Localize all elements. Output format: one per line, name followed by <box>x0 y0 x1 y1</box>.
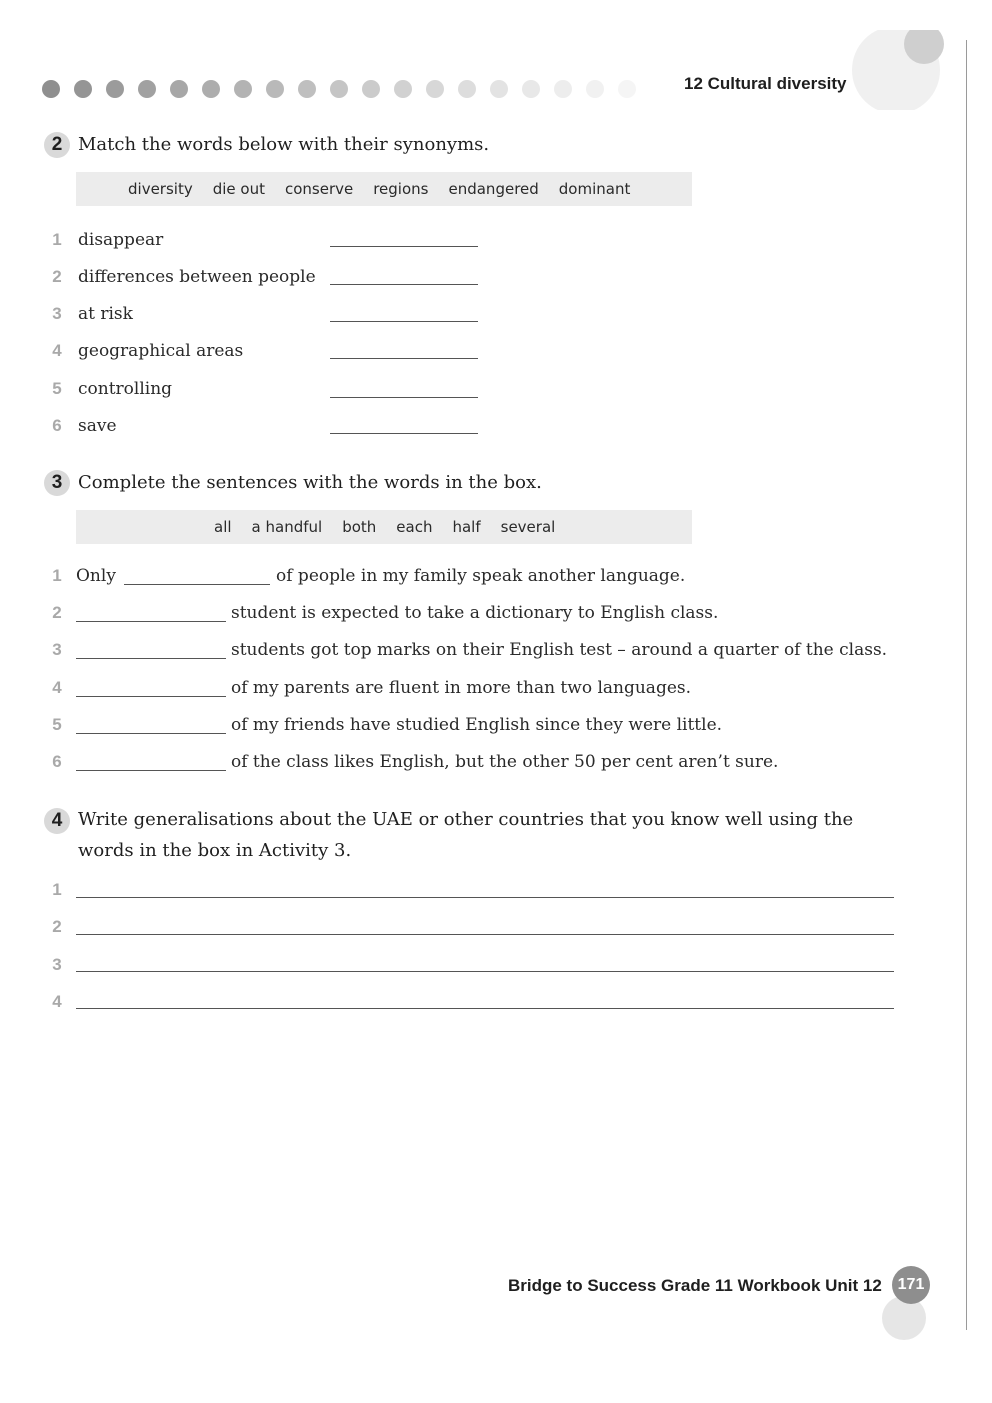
answer-blank[interactable] <box>330 358 478 359</box>
item-number: 1 <box>52 566 62 585</box>
answer-blank[interactable] <box>76 621 226 622</box>
sentence-text: of my friends have studied English since they were little. <box>231 715 723 735</box>
word-box-item: both <box>342 518 377 536</box>
decorative-dot <box>234 80 252 98</box>
item-number: 3 <box>52 955 62 974</box>
answer-blank[interactable] <box>330 284 478 285</box>
sentence-text: of the class likes English, but the other 50 per cent aren’t sure. <box>231 752 779 772</box>
item-word: geographical areas <box>78 341 244 361</box>
decorative-dot <box>554 80 572 98</box>
word-box-item: endangered <box>448 180 539 198</box>
item-word: at risk <box>78 304 133 324</box>
exercise-4-instructions <box>78 804 853 866</box>
sentence-text: of my parents are fluent in more than two languages. <box>231 678 692 698</box>
word-box-item: regions <box>373 180 429 198</box>
item-word: disappear <box>78 230 164 250</box>
answer-line[interactable] <box>76 971 894 972</box>
decorative-dot <box>522 80 540 98</box>
decorative-dot <box>74 80 92 98</box>
word-box-item: several <box>500 518 556 536</box>
item-number: 6 <box>52 416 62 435</box>
item-number: 1 <box>52 230 62 249</box>
item-number: 2 <box>52 267 62 286</box>
instructions-line-1: Write generalisations about the UAE or other countries that you know well using the <box>78 809 854 830</box>
word-box-item: die out <box>212 180 265 198</box>
item-number: 5 <box>52 379 62 398</box>
page-margin-rule <box>966 40 967 1330</box>
word-box-item: a handful <box>251 518 323 536</box>
exercise-2-instructions: Match the words below with their synonyms. <box>78 134 490 155</box>
item-word: controlling <box>78 379 173 399</box>
decorative-dot <box>394 80 412 98</box>
exercise-3-number: 3 <box>44 470 70 496</box>
decorative-dot <box>138 80 156 98</box>
answer-blank[interactable] <box>330 246 478 247</box>
decorative-dot <box>458 80 476 98</box>
item-number: 5 <box>52 715 62 734</box>
decorative-dot <box>298 80 316 98</box>
exercise-3-instructions: Complete the sentences with the words in the box. <box>78 472 542 493</box>
answer-blank[interactable] <box>330 397 478 398</box>
sentence-prefix: Only <box>76 566 116 586</box>
unit-header-decoration <box>846 30 946 110</box>
exercise-2-number: 2 <box>44 132 70 158</box>
item-number: 3 <box>52 640 62 659</box>
decorative-dot <box>490 80 508 98</box>
answer-line[interactable] <box>76 934 894 935</box>
item-number: 6 <box>52 752 62 771</box>
answer-blank[interactable] <box>330 433 478 434</box>
decorative-dot <box>330 80 348 98</box>
item-number: 3 <box>52 304 62 323</box>
page-number: 171 <box>892 1266 930 1304</box>
answer-line[interactable] <box>76 897 894 898</box>
sentence-text: student is expected to take a dictionary to English class. <box>231 603 719 623</box>
exercise-4-number: 4 <box>44 808 70 834</box>
answer-blank[interactable] <box>76 770 226 771</box>
exercise-2-word-box <box>76 172 692 206</box>
decorative-dot <box>42 80 60 98</box>
instructions-line-2: words in the box in Activity 3. <box>78 840 352 861</box>
answer-blank[interactable] <box>330 321 478 322</box>
exercise-3-word-box <box>76 510 692 544</box>
word-box-item: half <box>452 518 481 536</box>
answer-blank[interactable] <box>124 584 270 585</box>
decorative-dot <box>618 80 636 98</box>
answer-blank[interactable] <box>76 733 226 734</box>
answer-blank[interactable] <box>76 658 226 659</box>
answer-blank[interactable] <box>76 696 226 697</box>
word-box-item: conserve <box>284 180 354 198</box>
word-box-item: each <box>396 518 433 536</box>
book-title: Bridge to Success Grade 11 Workbook Unit 12 <box>508 1276 882 1295</box>
sentence-text: of people in my family speak another language. <box>276 566 686 586</box>
item-word: differences between people <box>78 267 316 287</box>
decorative-dot <box>202 80 220 98</box>
item-number: 4 <box>52 678 62 697</box>
word-box-item: diversity <box>128 180 193 198</box>
decorative-dots <box>42 80 636 98</box>
decorative-dot <box>106 80 124 98</box>
decorative-dot <box>426 80 444 98</box>
unit-title: 12 Cultural diversity <box>684 74 847 93</box>
decorative-dot <box>362 80 380 98</box>
item-word: save <box>78 416 117 436</box>
item-number: 2 <box>52 917 62 936</box>
decorative-dot <box>170 80 188 98</box>
word-box-item: all <box>214 518 232 536</box>
word-box-item: dominant <box>558 180 631 198</box>
item-number: 1 <box>52 880 62 899</box>
answer-line[interactable] <box>76 1008 894 1009</box>
decorative-dot <box>586 80 604 98</box>
item-number: 4 <box>52 341 62 360</box>
item-number: 4 <box>52 992 62 1011</box>
item-number: 2 <box>52 603 62 622</box>
decorative-dot <box>266 80 284 98</box>
sentence-text: students got top marks on their English test – around a quarter of the class. <box>231 640 888 660</box>
